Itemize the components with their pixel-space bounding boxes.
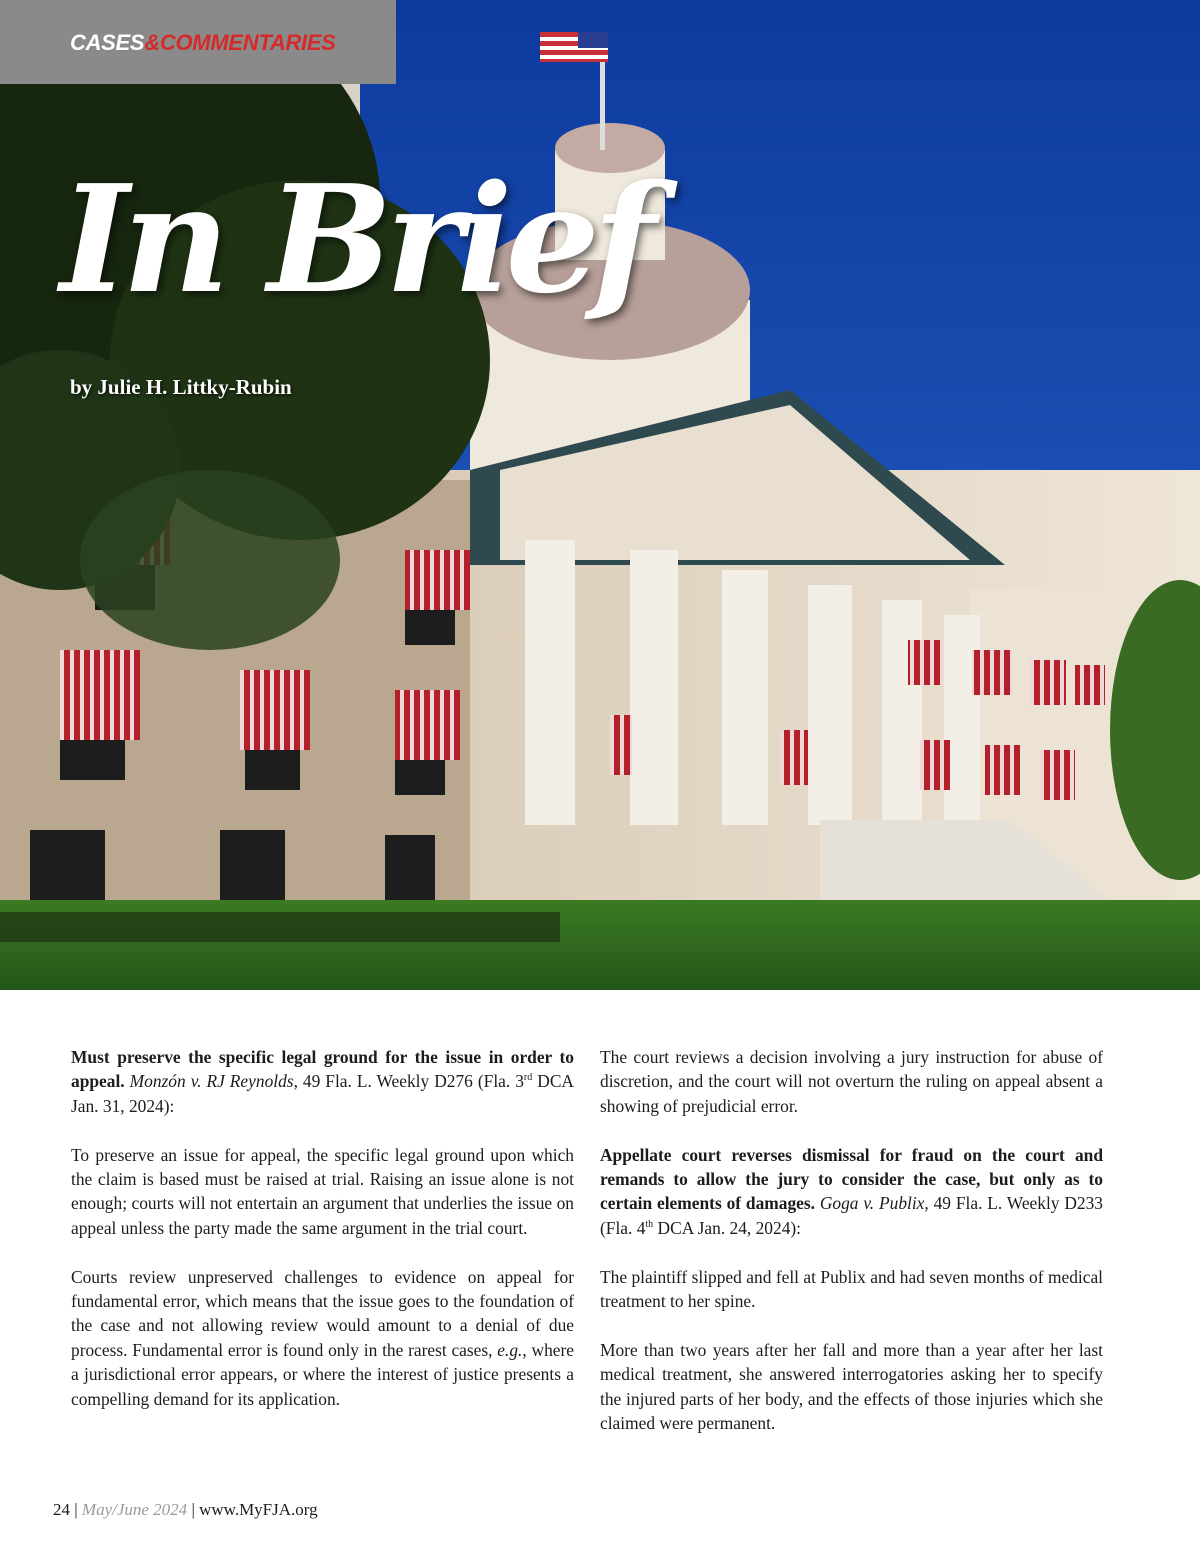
section-tag-cases: CASES [70,30,145,55]
paragraph-text: , where a jurisdictional error appears, or where the interest of justice presents a compelling demand for its application. [71,1339,574,1409]
paragraph [71,1265,574,1411]
section-tag-amp: & [144,30,160,55]
issue-date: May/June 2024 [81,1500,188,1519]
paragraph: The court reviews a decision involving a jury instruction for abuse of discretion, and the court will not overturn the ruling on appeal absent a showing of prejudicial error. [600,1047,1103,1116]
paragraph-case-heading [71,1045,574,1118]
case-citation-end: DCA Jan. 24, 2024): [653,1217,802,1238]
paragraph: More than two years after her fall and more than a year after her last medical treatment, she answered interrogatories asking her to specify the injured parts of her body, and the effects of those injuries which she claimed were permanent. [600,1339,1103,1434]
paragraph-text: Courts review unpreserved challenges to evidence on appeal for fundamental error, which means that the issue goes to the foundation of the case and not allowing review would amount to a denial of due process. Fundamental error is found only in the rarest cases, [71,1266,574,1360]
section-tag-commentaries: COMMENTARIES [159,30,336,55]
page-footer [53,1500,318,1520]
right-column [600,1045,1103,1460]
case-citation-end: DCA Jan. 31, 2024): [71,1071,574,1116]
headline: In Brief [60,152,650,326]
paragraph-case-heading [600,1143,1103,1241]
italic-eg: e.g. [497,1339,523,1360]
paragraph: To preserve an issue for appeal, the specific legal ground upon which the claim is based must be raised at trial. Raising an issue alone is not enough; courts will not entertain an argument that underlies the issue on appeal unless the party made the same argument in the trial court. [71,1144,574,1238]
byline: by Julie H. Littky-Rubin [70,375,292,399]
case-heading: Must preserve the specific legal ground for the issue in order to appeal. [71,1047,574,1092]
case-heading: Appellate court reverses dismissal for fraud on the court and remands to allow the jury to consider the case, but only as to certain elements of damages. [600,1144,1103,1214]
citation-superscript: rd [523,1072,533,1084]
page-number: 24 [53,1500,70,1519]
case-citation: , 49 Fla. L. Weekly D276 (Fla. 3 [293,1071,524,1092]
website-link[interactable]: www.MyFJA.org [199,1500,318,1519]
footer-separator: | [187,1500,200,1519]
footer-separator: | [70,1500,82,1519]
left-column [71,1045,574,1435]
case-citation: 49 Fla. L. Weekly D233 (Fla. 4 [600,1193,1103,1238]
citation-superscript: th [645,1219,654,1231]
case-name: Goga v. Publix, [819,1193,929,1214]
paragraph: The plaintiff slipped and fell at Publix and had seven months of medical treatment to her spine. [600,1266,1103,1312]
section-tag [0,0,396,84]
case-name: Monzón v. RJ Reynolds [129,1071,294,1092]
